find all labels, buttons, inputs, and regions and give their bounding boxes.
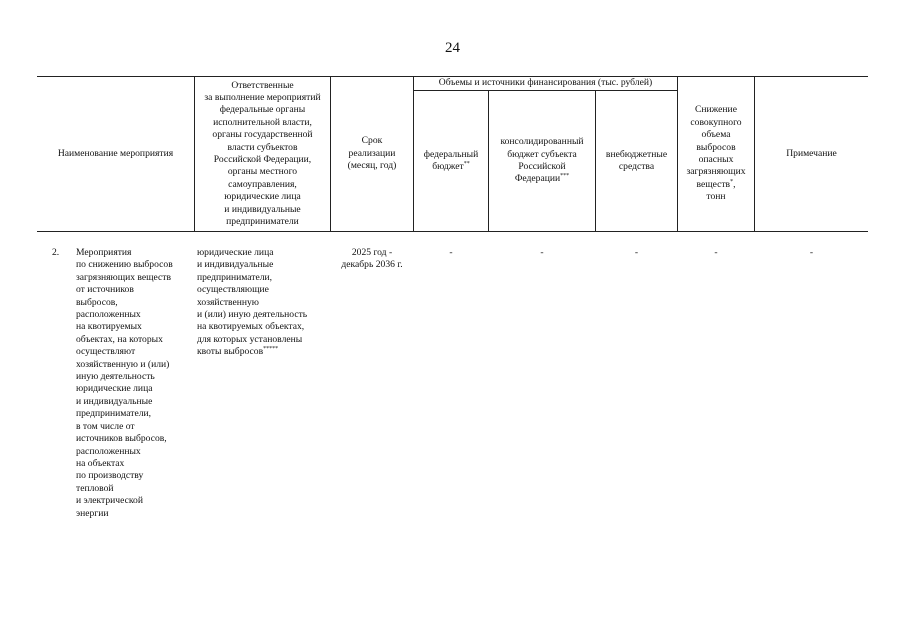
header-emission-reduction: Снижение совокупного объема выбросов опасных загрязняющих веществ*, тонн xyxy=(686,104,746,203)
header-note: Примечание xyxy=(786,147,837,159)
row-federal-budget: - xyxy=(449,247,453,258)
row-period: 2025 год - декабрь 2036 г. xyxy=(341,247,403,271)
header-period: Срок реализации (месяц, год) xyxy=(347,135,397,172)
page-number: 24 xyxy=(445,40,460,56)
header-consolidated-budget: консолидированный бюджет субъекта Российской Федерации*** xyxy=(500,136,584,185)
header-responsible: Ответственные за выполнение мероприятий федеральные органы исполнительной власти, органы государственной власти субъектов Российской Федерации, органы местного самоуправления, юридические лица и индивидуальные предприниматели xyxy=(204,79,321,228)
row-number: 2. xyxy=(52,247,60,258)
row-extrabudget: - xyxy=(634,247,639,258)
row-responsible: юридические лица и индивидуальные предприниматели, осуществляющие хозяйственную и (или) иную деятельность на квотируемых объектах, для которых установлены квоты выбросов***** xyxy=(197,247,308,358)
row-consolidated-budget: - xyxy=(540,247,544,258)
row-emission-reduction: - xyxy=(714,247,718,258)
header-federal-budget: федеральный бюджет** xyxy=(423,148,479,172)
row-measure-name: Мероприятия по снижению выбросов загрязняющих веществ от источников выбросов, расположенных на квотируемых объектах, на которых осуществляют хозяйственную и (или) иную деятельность юридические лица и индивидуальные предприниматели, в том числе от источников выбросов, расположенных на объектах по производству тепловой и электрической энергии xyxy=(76,247,173,519)
header-extrabudget: внебюджетные средства xyxy=(605,148,668,172)
header-bottom-border xyxy=(37,231,868,232)
header-funding-group: Объемы и источники финансирования (тыс. рублей) xyxy=(438,77,653,89)
row-note: - xyxy=(809,247,814,258)
header-name: Наименование мероприятия xyxy=(57,147,174,159)
